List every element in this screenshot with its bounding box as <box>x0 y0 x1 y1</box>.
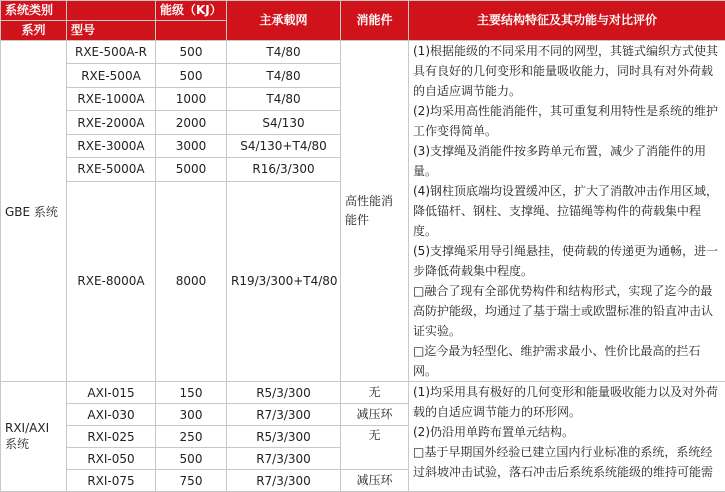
absorber-cell: 无 <box>341 426 409 470</box>
model-cell: RXI-050 <box>67 448 156 470</box>
absorber-cell-gbe: 高性能消能件 <box>341 41 409 382</box>
feature-line: (3)支撑绳及消能件按多跨单元布置，减少了消能件的用量。 <box>413 141 721 181</box>
series-cell-rxi-axi: RXI/AXI 系统 <box>1 382 67 492</box>
feature-line: □迄今最为轻型化、维护需求最小、性价比最高的拦石网。 <box>413 341 721 381</box>
header-model: 型号 <box>67 21 156 41</box>
feature-line: (1)均采用具有极好的几何变形和能量吸收能力以及对外荷载的自适应调节能力的环形网。 <box>413 382 721 422</box>
header-energy-level: 能级（KJ） <box>156 1 227 21</box>
model-cell: RXE-3000A <box>67 134 156 157</box>
header-series-category: 系统类别 <box>1 1 67 21</box>
net-cell: T4/80 <box>227 87 341 110</box>
features-cell-rxi-axi <box>409 382 725 492</box>
energy-cell: 250 <box>156 426 227 448</box>
feature-line: (5)支撑绳采用导引绳悬挂，使荷载的传递更为通畅，进一步降低荷载集中程度。 <box>413 241 721 281</box>
feature-line: □融合了现有全部优势构件和结构形式，实现了迄今的最高防护能级，均通过了基于瑞士或欧盟标准的铅直冲击认证实验。 <box>413 281 721 341</box>
energy-cell: 500 <box>156 448 227 470</box>
absorber-cell: 减压环 <box>341 404 409 426</box>
net-cell: R5/3/300 <box>227 426 341 448</box>
absorber-cell: 减压环 <box>341 470 409 492</box>
absorber-cell: 无 <box>341 382 409 404</box>
energy-cell: 300 <box>156 404 227 426</box>
model-cell: RXI-075 <box>67 470 156 492</box>
feature-line: □基于早期国外经验已建立国内行业标准的系统，系统经过斜坡冲击试验，落石冲击后系统系统能级的维持可能需 <box>413 442 721 482</box>
header-main-net: 主承载网 <box>227 1 341 41</box>
net-cell: R7/3/300 <box>227 448 341 470</box>
net-cell: R7/3/300 <box>227 404 341 426</box>
model-cell: AXI-015 <box>67 382 156 404</box>
net-cell: R7/3/300 <box>227 470 341 492</box>
energy-cell: 150 <box>156 382 227 404</box>
model-cell: RXI-025 <box>67 426 156 448</box>
net-cell: S4/130 <box>227 111 341 134</box>
net-cell: T4/80 <box>227 41 341 64</box>
energy-cell: 8000 <box>156 181 227 381</box>
model-cell: RXE-8000A <box>67 181 156 381</box>
energy-cell: 500 <box>156 41 227 64</box>
model-cell: AXI-030 <box>67 404 156 426</box>
net-cell: S4/130+T4/80 <box>227 134 341 157</box>
feature-line: (2)仍沿用单跨布置单元结构。 <box>413 422 721 442</box>
energy-cell: 3000 <box>156 134 227 157</box>
net-cell: R16/3/300 <box>227 158 341 181</box>
model-cell: RXE-2000A <box>67 111 156 134</box>
model-cell: RXE-5000A <box>67 158 156 181</box>
header-features: 主要结构特征及其功能与对比评价 <box>409 1 725 41</box>
energy-cell: 500 <box>156 64 227 87</box>
net-cell: T4/80 <box>227 64 341 87</box>
net-cell: R5/3/300 <box>227 382 341 404</box>
energy-cell: 2000 <box>156 111 227 134</box>
series-cell-gbe: GBE 系统 <box>1 41 67 382</box>
model-cell: RXE-500A <box>67 64 156 87</box>
energy-cell: 5000 <box>156 158 227 181</box>
model-cell: RXE-500A-R <box>67 41 156 64</box>
header-energy-absorber: 消能件 <box>341 1 409 41</box>
feature-line: (2)均采用高性能消能件，其可重复利用特性是系统的维护工作变得简单。 <box>413 101 721 141</box>
feature-line: (4)钢柱顶底端均设置缓冲区，扩大了消散冲击作用区域，降低锚杆、钢柱、支撑绳、拉锚绳等构件的荷载集中程度。 <box>413 181 721 241</box>
feature-line: (1)根据能级的不同采用不同的网型，其链式编织方式使其具有良好的几何变形和能量吸收能力，同时具有对外荷载的自适应调节能力。 <box>413 41 721 101</box>
net-cell: R19/3/300+T4/80 <box>227 181 341 381</box>
energy-cell: 1000 <box>156 87 227 110</box>
model-cell: RXE-1000A <box>67 87 156 110</box>
energy-cell: 750 <box>156 470 227 492</box>
header-series: 系列 <box>1 21 67 41</box>
features-cell-gbe <box>409 41 725 382</box>
